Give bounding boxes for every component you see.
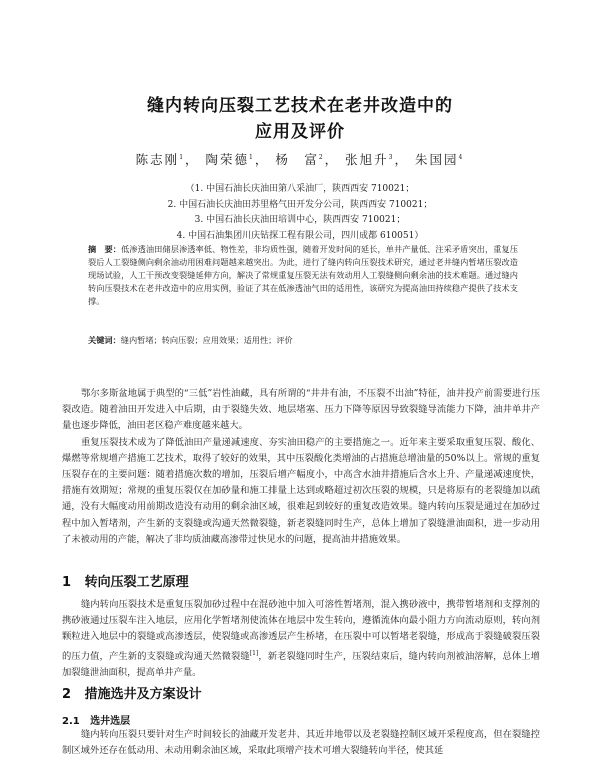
intro-paragraph-1: 鄂尔多斯盆地属于典型的“三低”岩性油藏，具有所谓的“井井有油，不压裂不出油”特征，油井投产前需要进行压裂改造。随着油田开发进入中后期，由于裂缝失效、地层堵塞、压力下降等原因导致裂缝导流能力下降，油井单井产量也逐步降低，油田老区稳产难度越来越大。 bbox=[62, 388, 540, 432]
section-number: 1 bbox=[62, 575, 72, 590]
paper-title-line-2: 应用及评价 bbox=[255, 122, 345, 142]
section-number: 2 bbox=[62, 687, 72, 702]
affiliation-4: 4. 中国石油集团川庆钻探工程有限公司，四川成都 610051） bbox=[176, 231, 424, 241]
section-2-heading bbox=[62, 683, 202, 702]
author-name: 朱国园$^4$ bbox=[414, 152, 465, 167]
abstract-text: 低渗透油田储层渗透率低、物性差，非均质性强，随着开发时间的延长，单井产量低、注采矛盾突出，重复压裂后人工裂缝侧向剩余油动用困难问题越来越突出。为此，进行了缝内转向压裂技术研究，通过老井缝内暂堵压裂改造现场试验，人工干预改变裂缝延伸方向，解决了常规重复压裂无法有效动用人工裂缝侧向剩余油的技术难题。通过缝内转向压裂技术在老井改造中的应用实例，验证了其在低渗透油气田的适用性，该研究为提高油田持续稳产提供了技术支撑。 bbox=[88, 244, 518, 306]
author-name: 张旭升$^3$ bbox=[345, 152, 395, 167]
section-2-1-paragraph: 缝内转向压裂只要针对生产时间较长的油藏开发老井、其近井地带以及老裂缝控制区域开采程度高，但在裂缝控制区域外还存在低动用、未动用剩余油区域，采取此项增产技术可增大裂缝转向半径，使其延 bbox=[62, 729, 540, 757]
intro-paragraph-2: 重复压裂技术成为了降低油田产量递减速度、夯实油田稳产的主要措施之一。近年来主要采取重复压裂、酸化、爆燃等常规增产措施工艺技术，取得了较好的效果，其中压裂酸化类增油的占措施总增油量的50%以上。常规的重复压裂存在的主要问题：随着措施次数的增加，压裂后增产幅度小，中高含水油井措施后含水上升、产量递减速度快，措施有效期短；常规的重复压裂仅在加砂量和施工排量上达到或略超过初次压裂的规模，只是将原有的老裂缝加以疏通，没有大幅度动用前期改造没有动用的剩余油区域，很难起到较好的重复改造效果。缝内转向压裂是通过在加砂过程中加入暂堵剂，产生新的支裂缝或沟通天然微裂缝，新老裂缝同时生产，总体上增加了裂缝泄油面积，进一步动用了未被动用的产能，解决了非均质油藏高渗带过快见水的问题，提高油井措施效果。 bbox=[62, 436, 540, 545]
keywords-label: 关键词： bbox=[88, 335, 121, 345]
keywords bbox=[88, 335, 518, 346]
author-name: 陈志刚$^1$ bbox=[135, 152, 186, 167]
section-title: 措施选井及方案设计 bbox=[84, 687, 202, 702]
section-1-paragraph: 缝内转向压裂技术是重复压裂加砂过程中在混砂池中加入可溶性暂堵剂，混入携砂液中，携带暂堵剂和支撑剂的携砂液通过压裂车注入地层，应用化学暂堵剂使流体在地层中发生转向，遵循流体向最小阻力方向流动原则，转向剂颗粒进入地层中的裂缝或高渗透层，使裂缝或高渗透层产生桥堵，在压裂中可以暂堵老裂缝，形成高于裂缝破裂压裂的压力值，产生新的支裂缝或沟通天然微裂缝[1]，新老裂缝同时生产，压裂结束后，缝内转向剂被油溶解，总体上增加裂缝泄油面积，提高单井产量。 bbox=[62, 599, 540, 678]
section-1-body bbox=[62, 597, 540, 681]
affiliation-2: 2. 中国石油长庆油田苏里格气田开发分公司，陕西西安 710021； bbox=[167, 200, 433, 210]
introduction bbox=[62, 386, 540, 548]
keywords-text: 缝内暂堵；转向压裂；应用效果；适用性；评价 bbox=[120, 335, 293, 345]
affiliation-1: （1. 中国石油长庆油田第八采油厂，陕西西安 710021； bbox=[185, 184, 415, 194]
subsection-title: 选井选层 bbox=[90, 716, 131, 727]
affiliation-3: 3. 中国石油长庆油田培训中心，陕西西安 710021； bbox=[194, 215, 406, 225]
section-title: 转向压裂工艺原理 bbox=[84, 575, 189, 590]
paper-title-line-1: 缝内转向压裂工艺技术在老井改造中的 bbox=[147, 96, 453, 116]
subsection-number: 2.1 bbox=[62, 716, 80, 727]
abstract-label: 摘 要： bbox=[88, 244, 122, 254]
author-list: 陈志刚$^1$， 陶荣德$^1$， 杨 富$^2$， 张旭升$^3$， 朱国园$^4$ bbox=[135, 152, 465, 167]
author-name: 陶荣德$^1$ bbox=[205, 152, 255, 167]
section-2-1-body bbox=[62, 727, 540, 759]
abstract bbox=[88, 243, 518, 308]
section-1-heading bbox=[62, 571, 189, 590]
author-name: 杨 富$^2$ bbox=[275, 152, 325, 167]
section-2-1-heading bbox=[62, 712, 130, 727]
citation: [1] bbox=[249, 649, 259, 657]
